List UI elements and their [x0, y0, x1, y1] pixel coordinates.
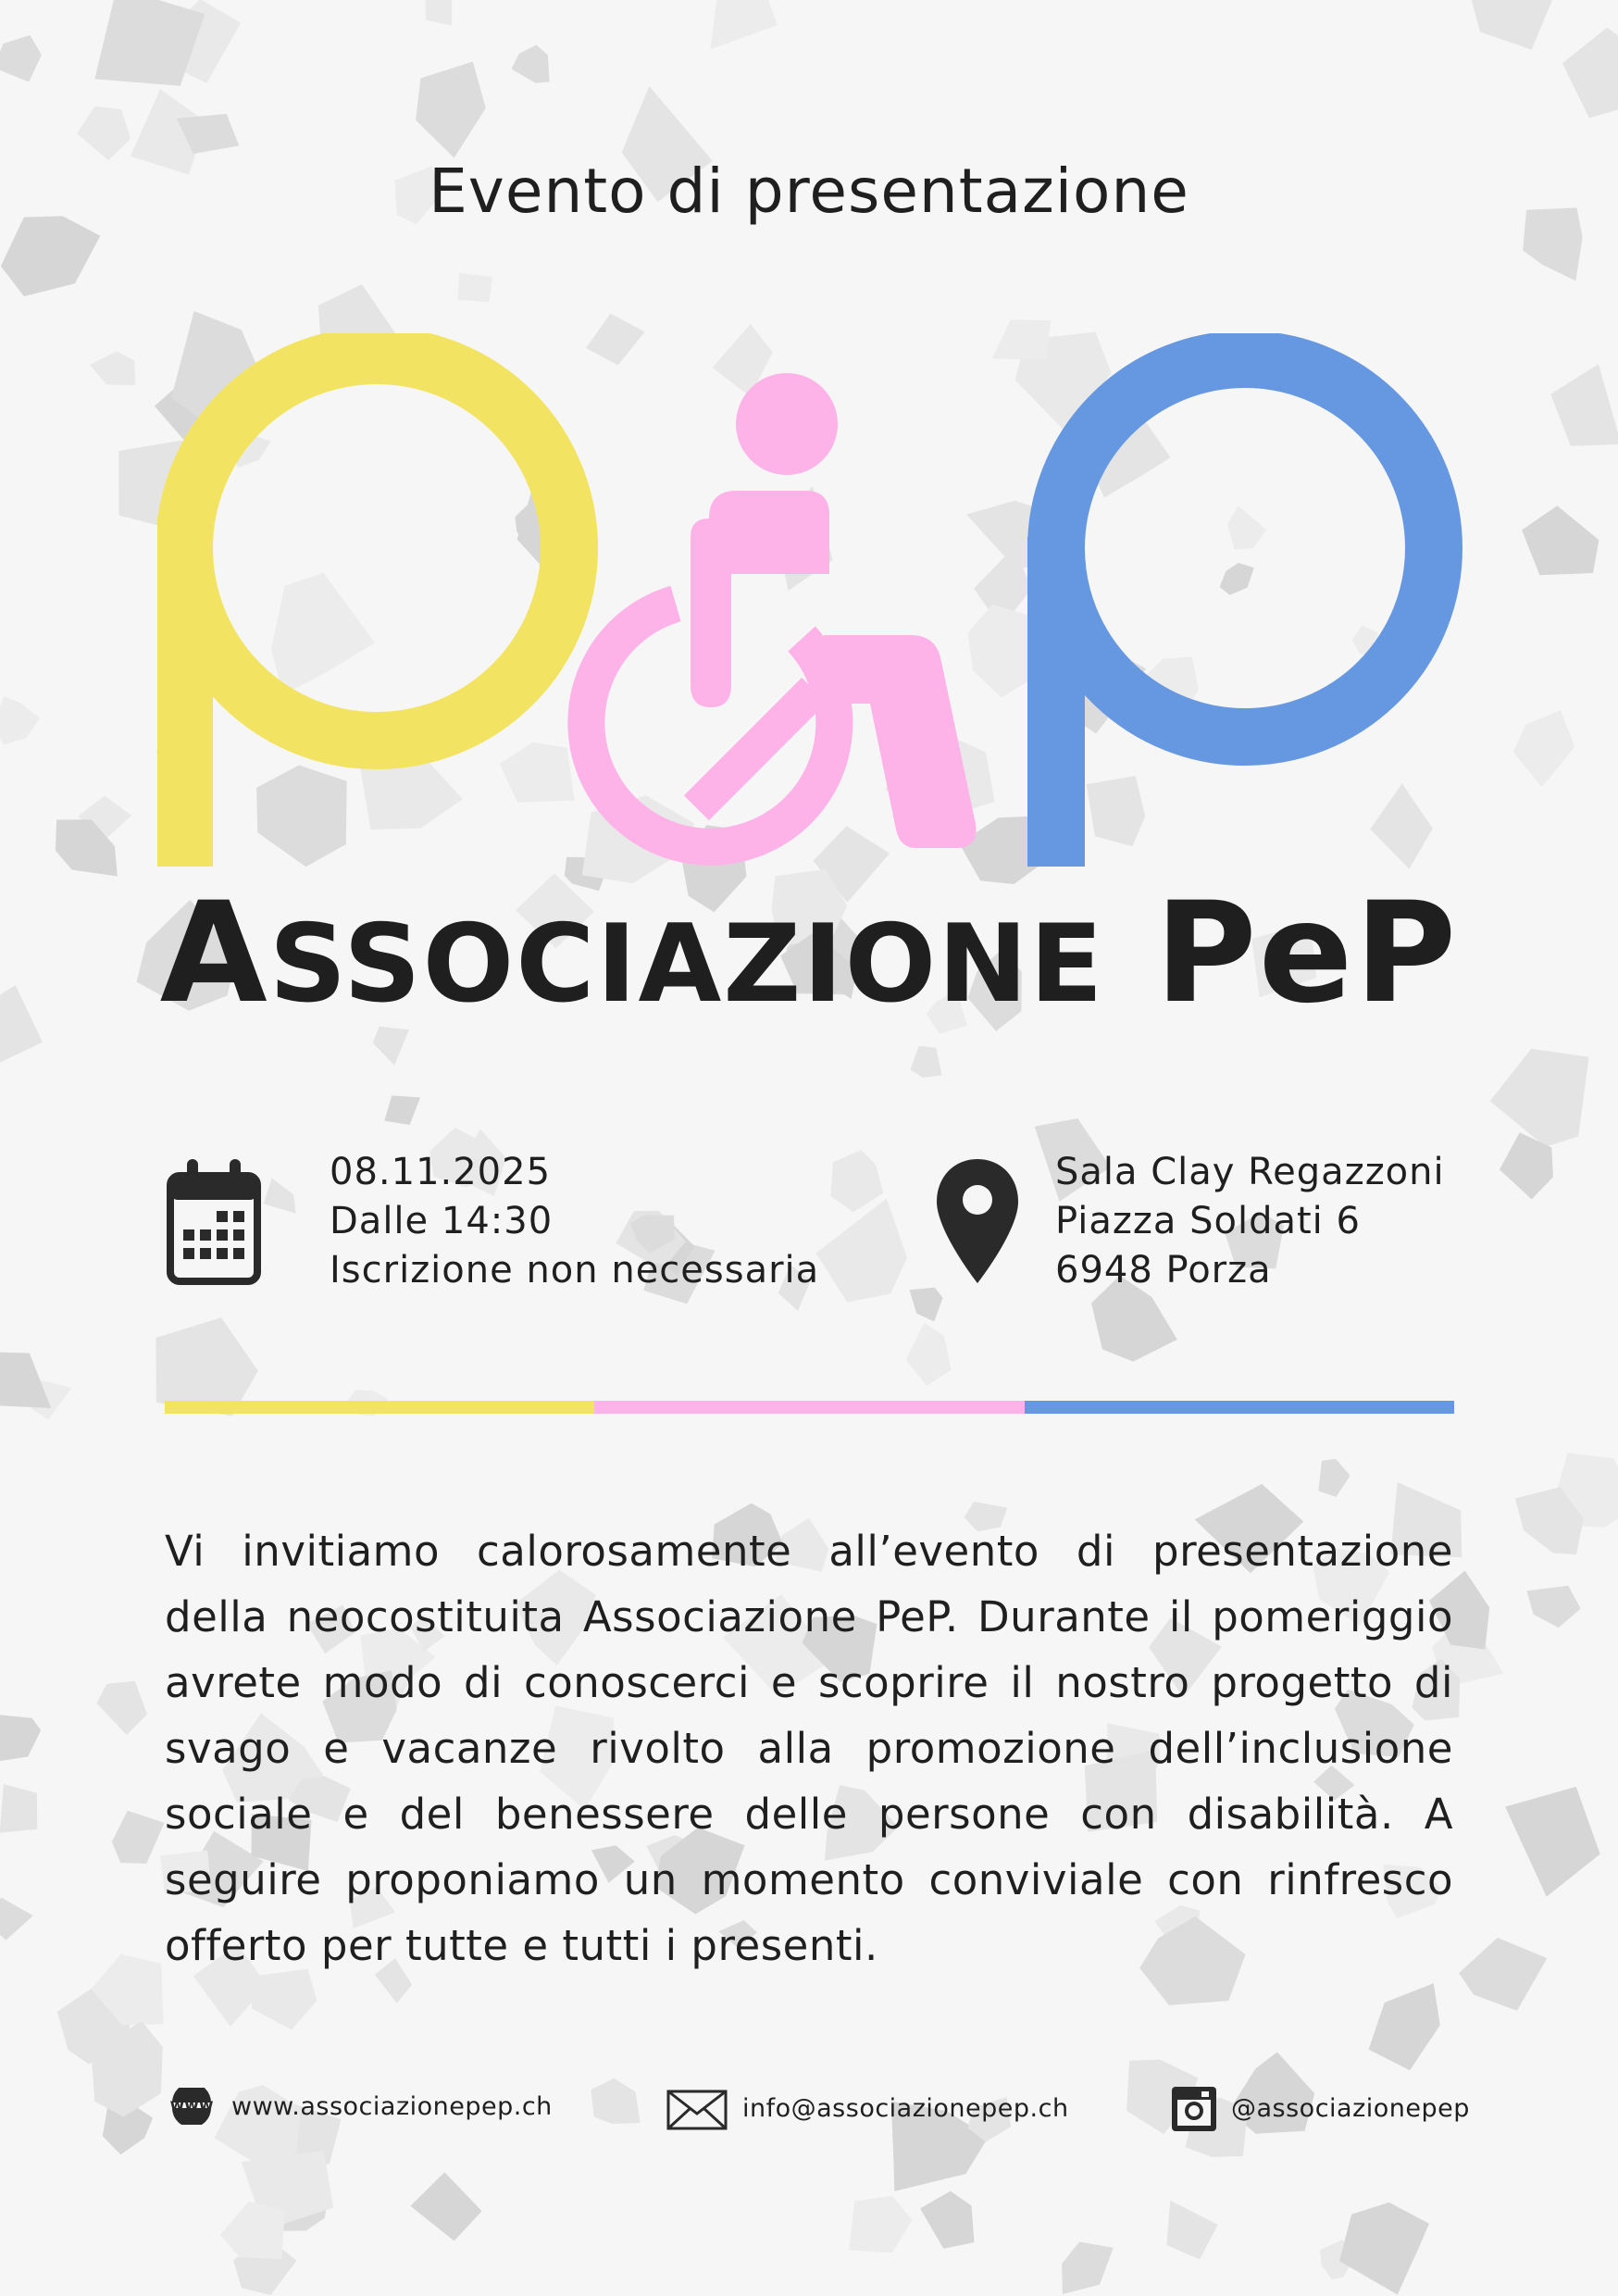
website-link[interactable]: www.associazionepep.ch — [231, 2092, 553, 2121]
terrazzo-fragment — [373, 1027, 409, 1066]
divider-yellow — [165, 1401, 594, 1414]
logo-blue-p — [1027, 359, 1434, 867]
terrazzo-fragment — [1369, 1983, 1440, 2070]
terrazzo-fragment — [512, 45, 550, 83]
terrazzo-fragment — [1505, 1787, 1600, 1897]
terrazzo-fragment — [920, 2191, 975, 2249]
terrazzo-fragment — [1513, 710, 1575, 787]
venue-name: Sala Clay Regazzoni — [1055, 1151, 1445, 1193]
terrazzo-fragment — [710, 0, 777, 49]
email-link[interactable]: info@associazionepep.ch — [742, 2094, 1069, 2123]
terrazzo-fragment — [0, 1352, 51, 1408]
terrazzo-fragment — [0, 35, 42, 82]
terrazzo-fragment — [910, 1046, 941, 1078]
organization-name — [0, 873, 1618, 1034]
globe-icon — [165, 2088, 218, 2125]
tricolor-divider — [165, 1401, 1454, 1414]
www-label: www — [169, 2096, 214, 2115]
terrazzo-fragment — [1062, 2242, 1114, 2295]
terrazzo-fragment — [0, 696, 40, 744]
terrazzo-fragment — [90, 351, 136, 385]
terrazzo-fragment — [264, 1178, 296, 1213]
terrazzo-fragment — [416, 62, 486, 158]
terrazzo-fragment — [1562, 28, 1618, 119]
instagram-icon — [1170, 2085, 1218, 2133]
terrazzo-fragment — [1550, 364, 1618, 446]
event-time: Dalle 14:30 — [330, 1200, 554, 1242]
terrazzo-fragment — [910, 1288, 943, 1322]
terrazzo-fragment — [1318, 1459, 1350, 1497]
terrazzo-fragment — [384, 1095, 420, 1125]
terrazzo-fragment — [1339, 2202, 1429, 2295]
terrazzo-fragment — [1166, 2201, 1217, 2260]
terrazzo-fragment — [1522, 505, 1599, 575]
terrazzo-fragment — [0, 1715, 41, 1763]
event-headline: Evento di presentazione — [429, 156, 1189, 227]
event-date: 08.11.2025 — [330, 1151, 552, 1193]
terrazzo-fragment — [220, 2202, 285, 2260]
venue-street: Piazza Soldati 6 — [1055, 1200, 1361, 1242]
terrazzo-fragment — [0, 1784, 37, 1833]
terrazzo-fragment — [1526, 1586, 1580, 1628]
terrazzo-fragment — [96, 1681, 147, 1735]
event-details — [330, 1148, 819, 1295]
terrazzo-fragment — [1490, 1049, 1589, 1147]
org-prefix-initial: A — [159, 873, 269, 1034]
logo-wheelchair-e — [586, 373, 976, 848]
terrazzo-fragment — [410, 2172, 481, 2240]
divider-blue — [1025, 1401, 1454, 1414]
location-details — [1055, 1148, 1445, 1295]
terrazzo-fragment — [1, 216, 100, 296]
event-registration: Iscrizione non necessaria — [330, 1249, 820, 1292]
divider-pink — [594, 1401, 1024, 1414]
terrazzo-fragment — [906, 1323, 952, 1386]
event-description: Vi invitiamo calorosamente all’evento di presentazione della neocostituita Associazione PeP. Durante il pomeriggio avrete modo di conoscerci e scoprire il nostro progetto di svago e vacanze rivolto alla promozione dell’inclusione sociale e del benessere delle persone con disabilità. A seguire proponiamo un momento conviviale con rinfresco offerto per tutte e tutti i presenti. — [165, 1527, 1453, 1970]
instagram-handle[interactable]: @associazionepep — [1231, 2094, 1470, 2123]
terrazzo-fragment — [77, 106, 131, 160]
terrazzo-fragment — [591, 2078, 640, 2124]
terrazzo-fragment — [830, 1150, 883, 1212]
terrazzo-fragment — [849, 2196, 912, 2253]
org-prefix-rest: SSOCIAZIONE — [268, 902, 1105, 1027]
calendar-icon — [167, 1157, 261, 1285]
org-name-pep: PeP — [1154, 873, 1459, 1034]
terrazzo-fragment — [816, 1199, 907, 1303]
envelope-icon — [666, 2090, 728, 2130]
map-pin-icon — [935, 1157, 1020, 1285]
terrazzo-fragment — [458, 273, 493, 302]
venue-city: 6948 Porza — [1055, 1249, 1272, 1292]
terrazzo-fragment — [0, 1898, 33, 1940]
terrazzo-fragment — [1468, 0, 1554, 50]
terrazzo-fragment — [1459, 1938, 1547, 2011]
pep-logo — [157, 333, 1462, 870]
terrazzo-fragment — [112, 1811, 165, 1864]
logo-yellow-p — [157, 356, 569, 867]
terrazzo-fragment — [425, 0, 452, 26]
